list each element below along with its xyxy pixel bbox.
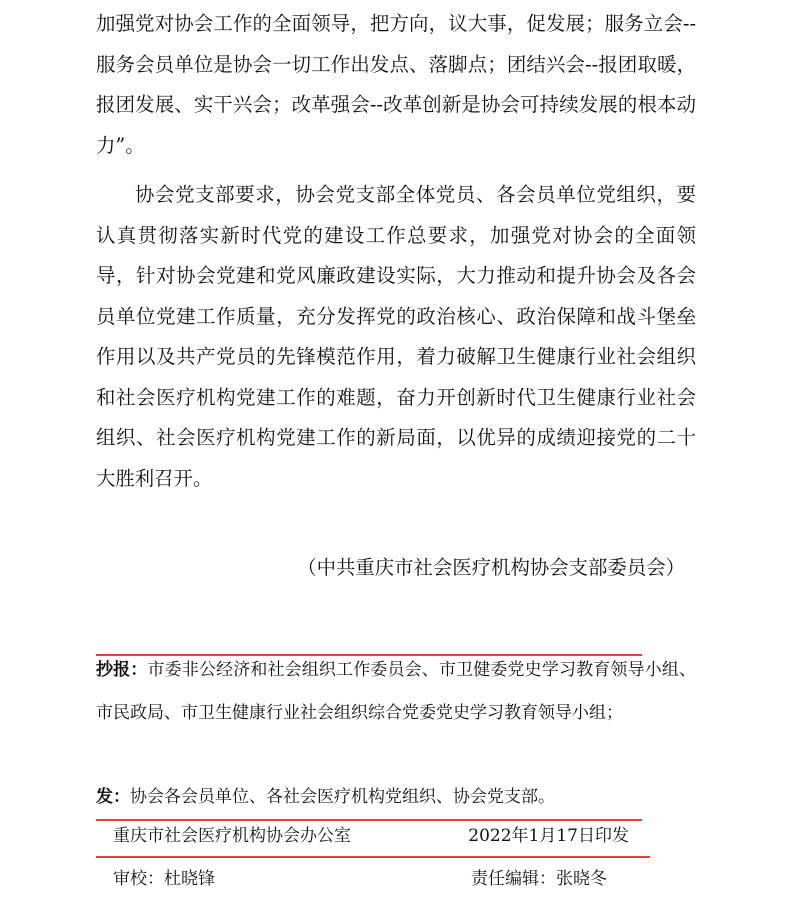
cc-send-label: 发： [96, 787, 130, 807]
body-paragraph-1: 加强党对协会工作的全面领导，把方向，议大事，促发展；服务立会--服务会员单位是协会一切工作出发点、落脚点；团结兴会--报团取暖，报团发展、实干兴会；改革强会--改革创新是协会可持续发展的根本动力”。 [96, 12, 696, 157]
cc-report-block [96, 649, 696, 734]
cc-send-recipients: 协会各会员单位、各社会医疗机构党组织、协会党支部。 [130, 787, 555, 807]
cc-send-block [96, 776, 696, 819]
cc-report-recipients: 市委非公经济和社会组织工作委员会、市卫健委党史学习教育领导小组、市民政局、市卫生健康行业社会组织综合党委党史学习教育领导小组； [96, 660, 697, 723]
red-rule-bottom [96, 856, 650, 858]
cc-report-label: 抄报： [96, 660, 148, 680]
credits-row [113, 864, 607, 894]
responsible-editor: 责任编辑：张晓冬 [471, 869, 607, 889]
issuer-row [113, 821, 629, 851]
proofreader: 审校：杜晓锋 [113, 869, 215, 889]
issuing-office: 重庆市社会医疗机构协会办公室 [113, 826, 351, 846]
body-paragraph-2: 协会党支部要求，协会党支部全体党员、各会员单位党组织，要认真贯彻落实新时代党的建设工作总要求，加强党对协会的全面领导，针对协会党建和党风廉政建设实际，大力推动和提升协会及各会员单位党建工作质量，充分发挥党的政治核心、政治保障和战斗堡垒作用以及共产党员的先锋模范作用，着力破解卫生健康行业社会组织和社会医疗机构党建工作的难题，奋力开创新时代卫生健康行业社会组织、社会医疗机构党建工作的新局面，以优异的成绩迎接党的二十大胜利召开。 [96, 183, 696, 490]
issuing-body-signature: （中共重庆市社会医疗机构协会支部委员会） [297, 556, 685, 579]
issue-date: 2022年1月17日印发 [468, 826, 629, 846]
